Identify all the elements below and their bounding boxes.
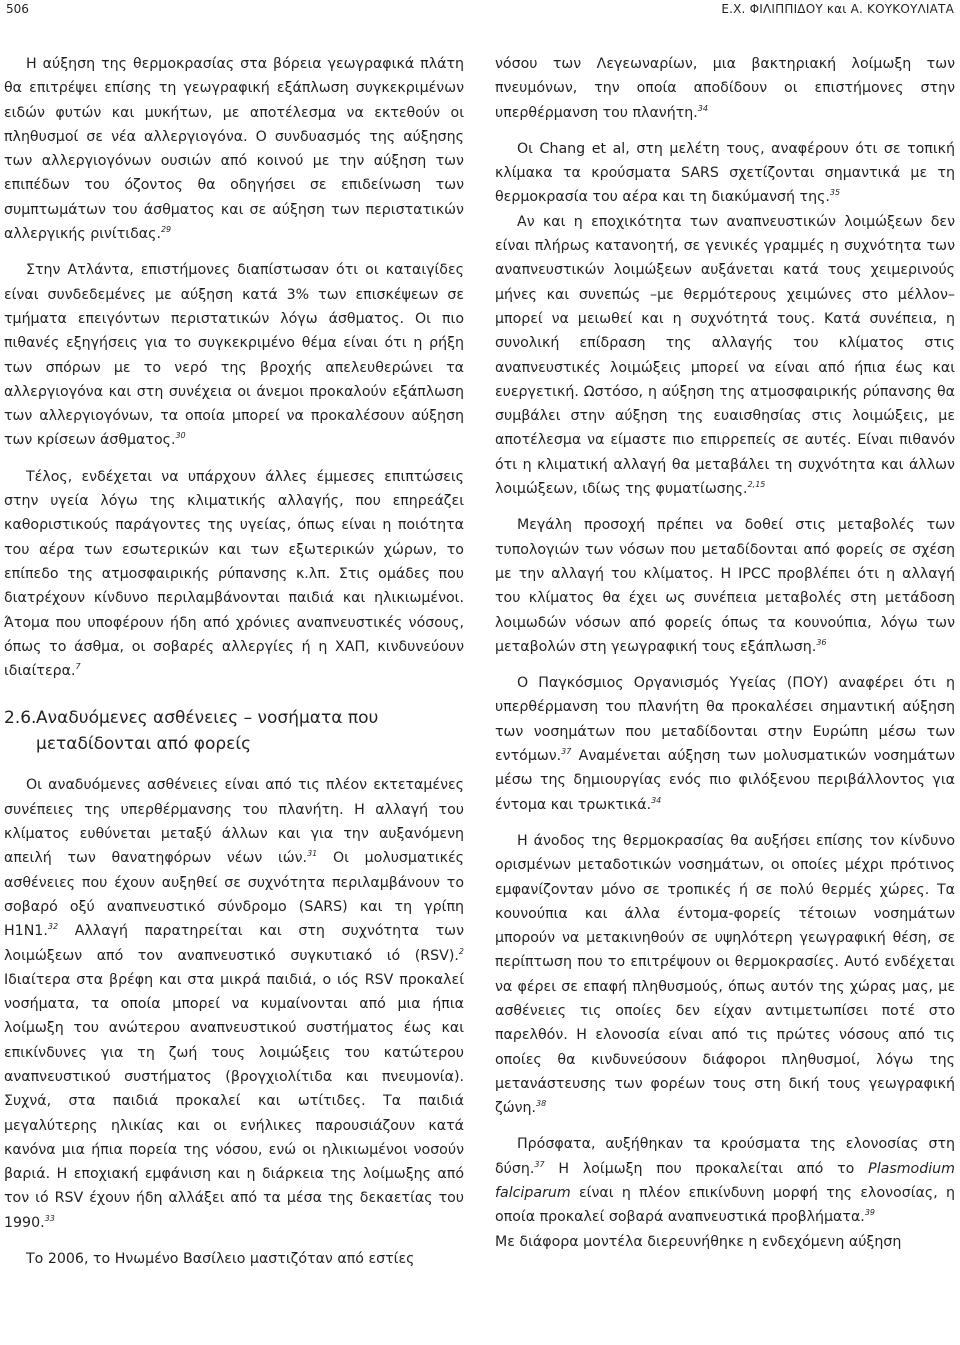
- citation: 39: [864, 1208, 875, 1218]
- right-column: [495, 52, 955, 1254]
- citation: 33: [44, 1213, 55, 1223]
- left-column: [4, 52, 464, 1271]
- citation: 37: [561, 747, 572, 757]
- paragraph: Το 2006, το Ηνωμένο Βασίλειο μαστιζόταν από εστίες: [26, 1251, 415, 1268]
- paragraph: Οι αναδυόμενες ασθένειες είναι από τις πλέον εκτεταμένες συνέπειες της υπερθέρμανσης του πλανήτη. Η αλλαγή του κλίματος ευθύνεται μεταξύ άλλων και για την αυξανόμενη απειλή των θανατηφόρων νέων ιών.$^{31}$ Οι μολυσματικές ασθένειες που έχουν αυξηθεί σε συχνότητα περιλαμβάνουν το σοβαρό οξύ αναπνευστικό σύνδρομο (SARS) και τη γρίπη H1N1.32 Αλλαγή παρατηρείται και στη συχνότητα των λοιμώξεων από τον αναπνευστικό συγκυτιακό ιό (RSV).$^2$ Ιδιαίτερα στα βρέφη και στα μικρά παιδιά, ο ιός RSV προκαλεί νοσήματα, τα οποία μπορεί να κυμαίνονται από μια ήπια λοίμωξη του ανώτερου αναπνευστικού συστήματος έως και επικίνδυνες για τη ζωή τους λοιμώξεις του κατώτερου αναπνευστικού συστήματος (βρογχιολίτιδα και πνευμονία). Συχνά, στα παιδιά προκαλεί και ωτίτιδες. Τα παιδιά μεγαλύτερης ηλικίας και οι ενήλικες παρουσιάζουν κατά κανόνα μια ήπια πορεία της νόσου, ενώ οι ηλικιωμένοι νοσούν βαριά. Η εποχιακή εμφάνιση και η διάρκεια της λοίμωξης από τον ιό RSV έχουν ήδη αλλάξει από τα μέσα της δεκαετίας του 1990.33: [4, 777, 464, 1231]
- paragraph: Πρόσφατα, αυξήθηκαν τα κρούσματα της ελονοσίας στη δύση.$^{37}$ Η λοίμωξη που προκαλείται από το Plasmodium falciparum είναι η πλέον επικίνδυνη μορφή της ελονοσίας, η οποία προκαλεί σοβαρά αναπνευστικά προβλήματα.$^{39}$: [495, 1136, 955, 1226]
- species-name: Plasmodium falciparum: [495, 1160, 955, 1202]
- section-heading: [4, 705, 464, 757]
- citation: 7: [75, 662, 81, 672]
- citation: 34: [697, 103, 708, 113]
- citation: 35: [829, 188, 841, 198]
- citation: 34: [651, 795, 662, 805]
- citation: 38: [536, 1099, 547, 1109]
- citation: 37: [534, 1159, 545, 1169]
- citation: 29: [160, 225, 172, 235]
- paragraph: νόσου των Λεγεωναρίων, μια βακτηριακή λοίμωξη των πνευμόνων, την οποία αποδίδουν οι επιστήμονες στην υπερθέρμανση του πλανήτη.$^{34}$: [495, 56, 955, 121]
- paragraph: Ο Παγκόσμιος Οργανισμός Υγείας (ΠΟΥ) αναφέρει ότι η υπερθέρμανση του πλανήτη θα προκαλέσει σημαντική αύξηση των νοσημάτων που μεταδίδονται στην Ευρώπη μέσω των εντόμων.$^{37}$ Αναμένεται αύξηση των μολυσματικών νοσημάτων μέσω της δημιουργίας ενός πιο φιλόξενου περιβάλλοντος για έντομα και τρωκτικά.$^{34}$: [495, 675, 955, 813]
- citation: 31: [307, 849, 318, 859]
- paragraph: Στην Ατλάντα, επιστήμονες διαπίστωσαν ότι οι καταιγίδες είναι συνδεδεμένες με αύξηση κατά 3% των επισκέψεων σε τμήματα επειγόντων περιστατικών λόγω άσθματος. Οι πιο πιθανές εξηγήσεις για το συγκεκριμένο θέμα είναι ότι η ρήξη των σπόρων με το νερό της βροχής απελευθερώνει τα αλλεργιογόνα και στη συνέχεια οι άνεμοι προκαλούν εξάπλωση των αλλεργιογόνων, τα οποία μπορεί να προκαλέσουν αύξηση των κρίσεων άσθματος.$^{30}$: [4, 262, 464, 449]
- paragraph: Μεγάλη προσοχή πρέπει να δοθεί στις μεταβολές των τυπολογιών των νόσων που μεταδίδονται από φορείς σε σχέση με την αλλαγή του κλίματος. Η IPCC προβλέπει ότι η αλλαγή του κλίματος θα έχει ως συνέπεια μεταβολές στη μετάδοση λοιμωδών νόσων από φορείς όπως τα κουνούπια, λόγω των μεταβολών στη γεωγραφική τους εξάπλωση.$^{36}$: [495, 517, 955, 655]
- citation: 2,15: [747, 480, 766, 490]
- section-number: 2.6.: [4, 708, 37, 729]
- page-number: 506: [6, 2, 29, 16]
- paragraph: Η άνοδος της θερμοκρασίας θα αυξήσει επίσης τον κίνδυνο ορισμένων μεταδοτικών νοσημάτων, οι οποίες μέχρι πρότινος εμφανίζονταν μόνο σε τροπικές ή σε πολύ θερμές χώρες. Τα κουνούπια και άλλα έντομα-φορείς τέτοιων νοσημάτων μπορούν να μετακινηθούν σε υψηλότερη γεωγραφική θέση, σε περίπτωση που το επιτρέψουν οι θερμοκρασίες. Αυτό ενδέχεται να φέρει σε επαφή πληθυσμούς, όπως αυτόν της χώρας μας, με ασθένειες τις οποίες δεν είχαν αντιμετωπίσει ποτέ στο παρελθόν. Η ελονοσία είναι από τις πρώτες νόσους από τις οποίες θα κινδυνεύσουν διάφοροι πληθυσμοί, λόγω της μετανάστευσης των φορέων τους στη δική τους γεωγραφική ζώνη.$^{38}$: [495, 832, 955, 1117]
- running-head: Ε.Χ. ΦΙΛΙΠΠΙΔΟΥ και Α. ΚΟΥΚΟΥΛΙΑΤΑ: [721, 2, 954, 16]
- paragraph: Οι Chang et al, στη μελέτη τους, αναφέρουν ότι σε τοπική κλίμακα τα κρούσματα SARS σχετίζονται σημαντικά με τη θερμοκρασία του αέρα και τη διακύμανσή της.$^{35}$: [495, 140, 955, 206]
- section-title: Αναδυόμενες ασθένειες – νοσήματα που μεταδίδονται από φορείς: [36, 708, 379, 755]
- paragraph: Η αύξηση της θερμοκρασίας στα βόρεια γεωγραφικά πλάτη θα επιτρέψει επίσης τη γεωγραφική εξάπλωση συγκεκριμένων ειδών φυτών και μυκήτων, με αποτέλεσμα να εκτεθούν οι πληθυσμοί σε νέα αλλεργιογόνα. Ο συνδυασμός της αύξησης των αλλεργιογόνων ουσιών από κοινού με την αύξηση των επιπέδων του όζοντος θα οδηγήσει σε επιδείνωση των συμπτωμάτων του άσθματος και σε αύξηση των περιστατικών αλλεργικής ρινίτιδας.$^{29}$: [4, 56, 464, 243]
- citation: 36: [816, 637, 827, 647]
- page-header: [0, 0, 960, 22]
- citation: 2: [458, 946, 464, 956]
- paragraph: Αν και η εποχικότητα των αναπνευστικών λοιμώξεων δεν είναι πλήρως κατανοητή, σε γενικές γραμμές η συχνότητα των αναπνευστικών λοιμώξεων αυξάνεται κατά τους χειμερινούς μήνες και συνεπώς –με θερμότερους χειμώνες στο μέλλον– μπορεί να μειωθεί και η συχνότητά τους. Κατά συνέπεια, η συνολική επίδραση της αλλαγής του κλίματος στις αναπνευστικές λοιμώξεις μπορεί να είναι από ήπια έως και ευεργετική. Ωστόσο, η αύξηση της ατμοσφαιρικής ρύπανσης θα συμβάλει στην αύξηση της ευαισθησίας στις λοιμώξεις, με αποτέλεσμα να είμαστε πιο επιρρεπείς σε αυτές. Είναι πιθανόν ότι η κλιματική αλλαγή θα μεταβάλει τη συχνότητα και άλλων λοιμώξεων, ιδίως της φυματίωσης.$^{2,15}$: [495, 213, 955, 498]
- paragraph: Με διάφορα μοντέλα διερευνήθηκε η ενδεχόμενη αύξηση: [495, 1233, 902, 1250]
- citation: 30: [175, 431, 186, 441]
- citation: 32: [47, 922, 59, 932]
- paragraph: Τέλος, ενδέχεται να υπάρχουν άλλες έμμεσες επιπτώσεις στην υγεία λόγω της κλιματικής αλλαγής, που επηρεάζει καθοριστικούς παράγοντες της υγείας, όπως είναι η ποιότητα του αέρα των εσωτερικών και των εξωτερικών χώρων, το επίπεδο της ατμοσφαιρικής ρύπανσης κ.λπ. Στις ομάδες που διατρέχουν κίνδυνο περιλαμβάνονται παιδιά και ηλικιωμένοι. Άτομα που υποφέρουν ήδη από χρόνιες αναπνευστικές νόσους, όπως το άσθμα, οι σοβαρές αλλεργίες ή η ΧΑΠ, κινδυνεύουν ιδιαίτερα.$^7$: [4, 468, 464, 680]
